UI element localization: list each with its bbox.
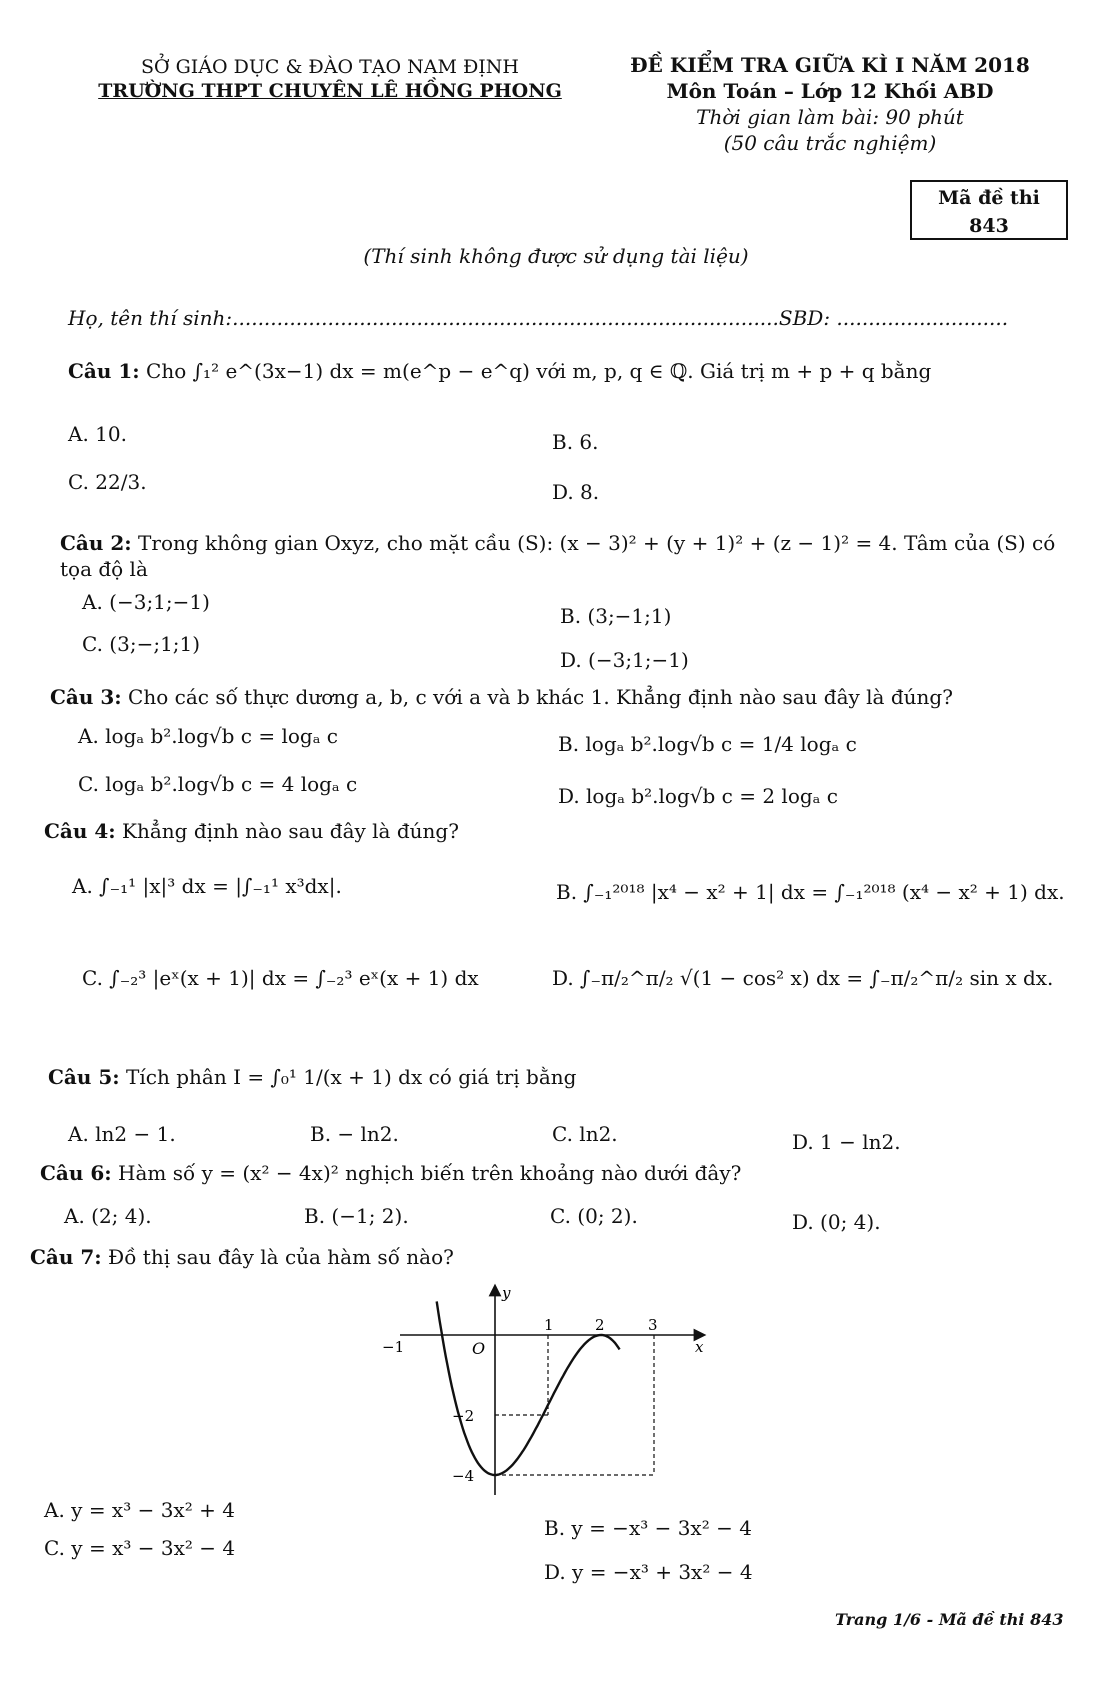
question-6 — [40, 1160, 1040, 1186]
option-b: B. ∫₋₁²⁰¹⁸ |x⁴ − x² + 1| dx = ∫₋₁²⁰¹⁸ (x⁴ − x² + 1) dx. — [556, 880, 1065, 904]
option-a: A. (2; 4). — [64, 1204, 152, 1228]
x-tick-3: 3 — [648, 1316, 658, 1334]
x-axis-label: x — [695, 1338, 704, 1356]
header-left — [95, 55, 565, 103]
x-tick-2: 2 — [595, 1316, 605, 1334]
option-b: B. y = −x³ − 3x² − 4 — [544, 1516, 752, 1540]
candidate-sbd-dots: ........................... — [830, 306, 1009, 330]
candidate-info-line — [68, 306, 1008, 330]
exam-code-value: 843 — [969, 215, 1009, 237]
y-tick-minus4: −4 — [452, 1467, 475, 1485]
option-d: D. (0; 4). — [792, 1210, 881, 1234]
page-footer: Trang 1/6 - Mã đề thi 843 — [835, 1610, 1064, 1629]
option-b: B. logₐ b².log√b c = 1/4 logₐ c — [558, 732, 857, 756]
origin-label: O — [472, 1339, 486, 1358]
option-d: D. ∫₋π/₂^π/₂ √(1 − cos² x) dx = ∫₋π/₂^π/₂ sin x dx. — [552, 966, 1054, 990]
question-intro: Cho — [146, 359, 187, 383]
question-1 — [68, 358, 1068, 384]
exam-subject: Môn Toán – Lớp 12 Khối ABD — [666, 79, 994, 103]
graph-curve — [437, 1301, 620, 1475]
question-label: Câu 2: — [60, 531, 132, 555]
exam-notice: (Thí sinh không được sử dụng tài liệu) — [363, 244, 749, 268]
question-label: Câu 4: — [44, 819, 116, 843]
question-4 — [44, 818, 1044, 844]
question-label: Câu 6: — [40, 1161, 112, 1185]
candidate-name-label: Họ, tên thí sinh: — [68, 306, 233, 330]
exam-duration: Thời gian làm bài: 90 phút — [696, 105, 964, 129]
x-tick-minus1: −1 — [382, 1338, 405, 1356]
option-b: B. (−1; 2). — [304, 1204, 409, 1228]
question-text: Khẳng định nào sau đây là đúng? — [122, 819, 459, 843]
option-a: A. logₐ b².log√b c = logₐ c — [78, 724, 338, 748]
question-label: Câu 7: — [30, 1245, 102, 1269]
question-integral: ∫₁² e^(3x−1) dx = m(e^p − e^q) — [192, 359, 530, 383]
option-b: B. 6. — [552, 430, 599, 454]
question-3 — [50, 684, 1060, 710]
candidate-name-dots: ...................................................................................... — [232, 306, 779, 330]
question-2 — [60, 530, 1060, 582]
y-axis-label: y — [502, 1284, 511, 1302]
option-a: A. ∫₋₁¹ |x|³ dx = |∫₋₁¹ x³dx|. — [72, 874, 342, 898]
exam-title: ĐỀ KIỂM TRA GIỮA KÌ I NĂM 2018 — [630, 53, 1030, 77]
option-c: C. ∫₋₂³ |eˣ(x + 1)| dx = ∫₋₂³ eˣ(x + 1) dx — [82, 966, 479, 990]
option-c: C. (3;−;1;1) — [82, 632, 201, 656]
option-d: D. 1 − ln2. — [792, 1130, 901, 1154]
department-name: SỞ GIÁO DỤC & ĐÀO TẠO NAM ĐỊNH — [141, 56, 519, 78]
option-a: A. (−3;1;−1) — [82, 590, 210, 614]
question-label: Câu 3: — [50, 685, 122, 709]
option-a: A. 10. — [68, 422, 127, 446]
exam-question-count: (50 câu trắc nghiệm) — [723, 131, 937, 155]
option-c: C. (0; 2). — [550, 1204, 638, 1228]
question-text: với m, p, q ∈ ℚ. Giá trị m + p + q bằng — [536, 359, 932, 383]
option-d: D. (−3;1;−1) — [560, 648, 689, 672]
function-graph — [382, 1280, 720, 1500]
option-c: C. y = x³ − 3x² − 4 — [44, 1536, 236, 1560]
exam-code-label: Mã đề thi — [938, 187, 1040, 209]
question-5 — [48, 1064, 1048, 1090]
question-7 — [30, 1244, 1030, 1270]
school-name: TRƯỜNG THPT CHUYÊN LÊ HỒNG PHONG — [98, 80, 562, 102]
x-tick-1: 1 — [544, 1316, 554, 1334]
question-label: Câu 5: — [48, 1065, 120, 1089]
option-a: A. y = x³ − 3x² + 4 — [44, 1498, 235, 1522]
question-text-cont: tọa độ là — [60, 557, 148, 581]
question-text: Đồ thị sau đây là của hàm số nào? — [108, 1245, 454, 1269]
question-text: Tích phân I = ∫₀¹ 1/(x + 1) dx có giá trị bằng — [126, 1065, 577, 1089]
option-c: C. ln2. — [552, 1122, 618, 1146]
option-a: A. ln2 − 1. — [68, 1122, 176, 1146]
candidate-sbd-label: SBD: — [778, 306, 831, 330]
question-label: Câu 1: — [68, 359, 140, 383]
option-d: D. logₐ b².log√b c = 2 logₐ c — [558, 784, 838, 808]
question-text: Trong không gian Oxyz, cho mặt cầu (S): (x − 3)² + (y + 1)² + (z − 1)² = 4. Tâm của (S) có — [138, 531, 1056, 555]
header-right — [620, 52, 1040, 156]
option-d: D. y = −x³ + 3x² − 4 — [544, 1560, 753, 1584]
option-b: B. (3;−1;1) — [560, 604, 672, 628]
y-tick-minus2: −2 — [452, 1407, 475, 1425]
option-c: C. logₐ b².log√b c = 4 logₐ c — [78, 772, 358, 796]
option-b: B. − ln2. — [310, 1122, 399, 1146]
exam-code-box — [910, 180, 1068, 240]
question-text: Cho các số thực dương a, b, c với a và b khác 1. Khẳng định nào sau đây là đúng? — [128, 685, 953, 709]
option-c: C. 22/3. — [68, 470, 147, 494]
question-text: Hàm số y = (x² − 4x)² nghịch biến trên khoảng nào dưới đây? — [118, 1161, 742, 1185]
option-d: D. 8. — [552, 480, 600, 504]
